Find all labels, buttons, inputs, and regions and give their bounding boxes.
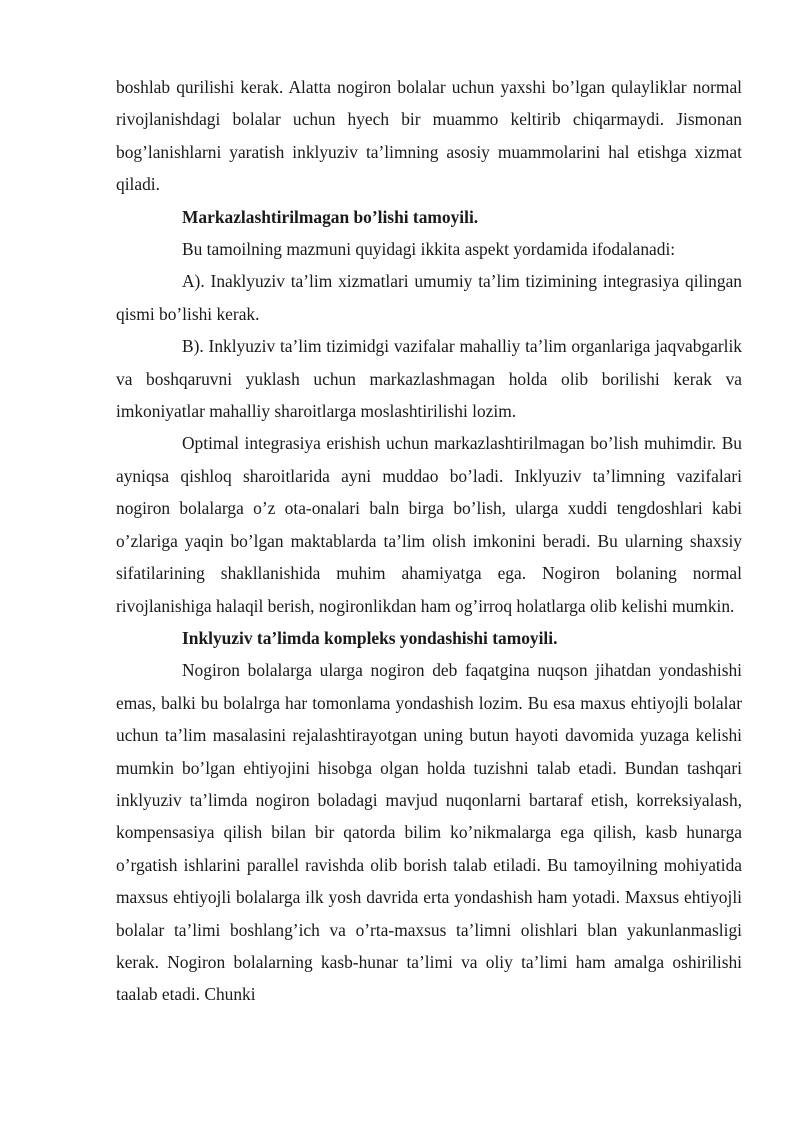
- document-body: [116, 71, 742, 1011]
- paragraph-optimal-integration: Optimal integrasiya erishish uchun markazlashtirilmagan bo’lish muhimdir. Bu ayniqsa qishloq sharoitlarida ayni muddao bo’ladi. Inklyuziv ta’limning vazifalari nogiron bolalarga o’z ota-onalari baln birga bo’lish, ularga xuddi tengdoshlari kabi o’zlariga yaqin bo’lgan maktablarda ta’lim olish imkonini beradi. Bu ularning shaxsiy sifatilarining shakllanishida muhim ahamiyatga ega. Nogiron bolaning normal rivojlanishiga halaqil berish, nogironlikdan ham og’irroq holatlarga olib kelishi mumkin.: [116, 433, 742, 616]
- paragraph-intro-aspects: Bu tamoilning mazmuni quyidagi ikkita aspekt yordamida ifodalanadi:: [182, 239, 676, 260]
- paragraph-aspect-b: B). Inklyuziv ta’lim tizimidgi vazifalar mahalliy ta’lim organlariga jaqvabgarlik va boshqaruvni yuklash uchun markazlashmagan holda olib borilishi kerak va imkoniyatlar mahalliy sharoitlarga moslashtirilishi lozim.: [116, 336, 742, 422]
- section-heading-complex-approach: Inklyuziv ta’limda kompleks yondashishi tamoyili.: [182, 627, 558, 648]
- section-heading-decentralization: Markazlashtirilmagan bo’lishi tamoyili.: [182, 206, 479, 227]
- paragraph-complex-approach: Nogiron bolalarga ularga nogiron deb faqatgina nuqson jihatdan yondashishi emas, balki bu bolalrga har tomonlama yondashish lozim. Bu esa maxus ehtiyojli bolalar uchun ta’lim masalasini rejalashtirayotgan uning butun hayoti davomida yuzaga kelishi mumkin bo’lgan ehtiyojini hisobga olgan holda tuzishni talab etadi. Bundan tashqari inklyuziv ta’limda nogiron boladagi mavjud nuqonlarni bartaraf etish, korreksiyalash, kompensasiya qilish bilan bir qatorda bilim ko’nikmalarga ega qilish, kasb hunarga o’rgatish ishlarini parallel ravishda olib borish talab etiladi. Bu tamoyilning mohiyatida maxsus ehtiyojli bolalarga ilk yosh davrida erta yondashish ham yotadi. Maxsus ehtiyojli bolalar ta’limi boshlang’ich va o’rta-maxsus ta’limni olishlari blan yakunlanmasligi kerak. Nogiron bolalarning kasb-hunar ta’limi va oliy ta’limi ham amalga oshirilishi taalab etadi. Chunki: [116, 660, 742, 1005]
- paragraph-continuation: boshlab qurilishi kerak. Alatta nogiron bolalar uchun yaxshi bo’lgan qulayliklar normal rivojlanishdagi bolalar uchun hyech bir muammo keltirib chiqarmaydi. Jismonan bog’lanishlarni yaratish inklyuziv ta’limning asosiy muammolarini hal etishga xizmat qiladi.: [116, 77, 742, 195]
- paragraph-aspect-a: A). Inaklyuziv ta’lim xizmatlari umumiy ta’lim tizimining integrasiya qilingan qismi bo’lishi kerak.: [116, 271, 742, 324]
